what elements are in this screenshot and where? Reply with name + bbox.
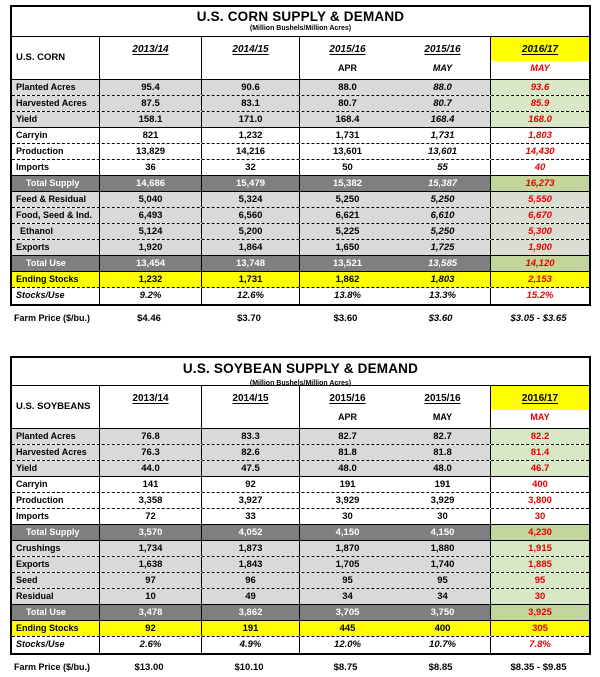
merged-2015-16-cells [300, 80, 491, 95]
value-cell: 3,478 [100, 605, 202, 620]
value-cell: 5,550 [491, 192, 589, 207]
value-cell: 5,200 [202, 224, 300, 239]
value-cell: 47.5 [202, 461, 300, 476]
merged-2015-16-cells [300, 224, 491, 239]
value-cell: 3,929 [335, 495, 360, 506]
row-label: Yield [12, 461, 100, 476]
table-row [12, 96, 589, 112]
value-cell: 92 [100, 621, 202, 636]
value-cell: 33 [202, 509, 300, 524]
value-cell: 6,560 [202, 208, 300, 223]
farm-price-row [10, 308, 589, 328]
corner-label: U.S. SOYBEANS [12, 386, 100, 428]
row-label: Carryin [12, 477, 100, 492]
table-row [12, 176, 589, 192]
value-cell: 13,748 [202, 256, 300, 271]
merged-2015-16-cells [300, 557, 491, 572]
row-label: Feed & Residual [12, 192, 100, 207]
value-cell: 305 [491, 621, 589, 636]
value-cell: 88.0 [300, 80, 395, 95]
value-cell: 3,925 [491, 605, 589, 620]
value-cell: 82.7 [395, 429, 490, 444]
merged-2015-16-cells [300, 541, 491, 556]
value-cell: 1,638 [100, 557, 202, 572]
value-cell: 3,800 [528, 495, 552, 506]
row-label: Harvested Acres [12, 96, 100, 111]
value-cell: 12.0% [334, 639, 361, 650]
value-cell: 191 [202, 621, 300, 636]
table-row [12, 144, 589, 160]
year-column-header [202, 37, 300, 79]
value-cell: 400 [532, 479, 548, 490]
value-cell: 13,521 [300, 256, 395, 271]
farm-price-value: $3.05 - $3.65 [510, 312, 567, 324]
value-cell: 1,803 [395, 272, 490, 287]
month-label [100, 410, 201, 427]
value-cell: 13,601 [427, 146, 458, 157]
merged-2015-16-cells [300, 128, 491, 143]
value-cell: 191 [339, 479, 356, 490]
value-cell: 1,740 [395, 557, 490, 572]
value-cell: 168.4 [395, 112, 490, 127]
value-cell: 81.8 [395, 445, 490, 460]
value-cell: 55 [437, 162, 448, 173]
value-cell: 30 [534, 511, 546, 522]
value-cell: 4.9% [202, 637, 300, 653]
value-cell: 14,686 [100, 176, 202, 191]
value-cell: 1,734 [100, 541, 202, 556]
value-cell: 15,479 [202, 176, 300, 191]
value-cell: 1,920 [100, 240, 202, 255]
value-cell: 1,880 [395, 541, 490, 556]
row-label: Production [12, 493, 100, 508]
corn-title-block [12, 7, 589, 37]
year-text: 2013/14 [132, 44, 169, 55]
month-label [202, 61, 299, 78]
value-cell: 2,153 [491, 272, 589, 287]
table-row [12, 445, 589, 461]
year-text: 2015/16 [424, 393, 461, 404]
value-cell: 95.4 [100, 80, 202, 95]
farm-price-label: Farm Price ($/bu.) [14, 661, 91, 672]
value-cell: 3,358 [100, 493, 202, 508]
year-column-header [395, 386, 490, 428]
row-label: Production [12, 144, 100, 159]
table-row [12, 256, 589, 272]
value-cell: 80.7 [395, 96, 490, 111]
value-cell: 141 [100, 477, 202, 492]
table-row [12, 525, 589, 541]
merged-2015-16-cells [300, 272, 491, 287]
soybean-table-grid [12, 386, 589, 653]
value-cell: 92 [202, 477, 300, 492]
value-cell: 76.8 [100, 429, 202, 444]
table-row [12, 160, 589, 176]
value-cell: 48.0 [395, 461, 490, 476]
farm-price-value: $13.00 [134, 661, 164, 673]
year-label [300, 386, 395, 410]
merged-2015-16-cells [300, 429, 491, 444]
corn-table-title: U.S. CORN SUPPLY & DEMAND [196, 9, 405, 24]
year-text: 2016/17 [521, 393, 559, 404]
table-row [12, 128, 589, 144]
farm-price-value: $3.70 [237, 312, 261, 324]
merged-2015-16-cells [300, 525, 491, 540]
farm-price-value: $8.75 [333, 661, 358, 673]
value-cell: 10 [100, 589, 202, 604]
value-cell: 97 [100, 573, 202, 588]
year-column-header [202, 386, 300, 428]
table-row [12, 208, 589, 224]
year-column-header [491, 386, 589, 428]
value-cell: 13.8% [334, 290, 361, 301]
merged-2015-16-cells [300, 477, 491, 492]
merged-2015-16-cells [300, 112, 491, 127]
row-label: Ethanol [12, 224, 100, 239]
value-cell: 10.7% [429, 639, 456, 650]
table-row [12, 288, 589, 304]
value-cell: 1,862 [300, 272, 395, 287]
value-cell: 171.0 [202, 112, 300, 127]
month-label: MAY [530, 63, 550, 73]
value-cell: 76.3 [100, 445, 202, 460]
farm-price-row [10, 657, 589, 677]
value-cell: 158.1 [100, 112, 202, 127]
table-row [12, 605, 589, 621]
merged-2015-16-cells [300, 445, 491, 460]
value-cell: 93.6 [491, 80, 589, 95]
value-cell: 30 [437, 511, 448, 522]
value-cell: 1,232 [202, 128, 300, 143]
table-row [12, 240, 589, 256]
year-column-header [395, 37, 490, 79]
year-text: 2016/17 [521, 44, 559, 55]
table-row [12, 493, 589, 509]
farm-price-value: $3.60 [333, 312, 358, 324]
merged-2015-16-cells [300, 176, 491, 191]
merged-2015-16-cells [300, 208, 491, 223]
table-row [12, 621, 589, 637]
value-cell: 13,829 [100, 144, 202, 159]
value-cell: 80.7 [300, 96, 395, 111]
value-cell: 2.6% [100, 637, 202, 653]
farm-price-value: $3.60 [428, 312, 453, 324]
header-row [12, 37, 589, 80]
month-label: MAY [432, 412, 453, 422]
row-label: Residual [12, 589, 100, 604]
year-label [395, 386, 490, 410]
value-cell: 4,052 [202, 525, 300, 540]
value-cell: 3,862 [202, 605, 300, 620]
year-column-header [491, 37, 589, 79]
row-label: Planted Acres [12, 429, 100, 444]
merged-2015-16-cells [300, 96, 491, 111]
row-label: Exports [12, 240, 100, 255]
row-label: Yield [12, 112, 100, 127]
value-cell: 1,843 [202, 557, 300, 572]
year-label [491, 386, 589, 410]
year-column-header [100, 37, 202, 79]
value-cell: 1,900 [491, 240, 589, 255]
merged-2015-16-cells [300, 144, 491, 159]
value-cell: 6,610 [395, 208, 490, 223]
value-cell: 15.2% [526, 290, 554, 301]
value-cell: 12.6% [202, 288, 300, 304]
table-row [12, 112, 589, 128]
table-row [12, 589, 589, 605]
value-cell: 44.0 [100, 461, 202, 476]
row-label: Crushings [12, 541, 100, 556]
value-cell: 95 [300, 573, 395, 588]
value-cell: 83.3 [202, 429, 300, 444]
merged-2015-16-cells [300, 621, 491, 636]
soybean-farm-price-host [10, 657, 589, 677]
value-cell: 5,324 [202, 192, 300, 207]
month-label: MAY [530, 412, 550, 422]
value-cell: 1,705 [300, 557, 395, 572]
value-cell: 7.8% [529, 639, 551, 650]
value-cell: 1,731 [335, 130, 360, 141]
value-cell: 88.0 [395, 80, 490, 95]
value-cell: 34 [395, 589, 490, 604]
value-cell: 1,731 [202, 272, 300, 287]
farm-price-value: $4.46 [137, 312, 161, 324]
merged-2015-16-cells [300, 605, 491, 620]
merged-2015-16-cells [300, 573, 491, 588]
corn-table-grid [12, 37, 589, 304]
header-row [12, 386, 589, 429]
value-cell: 30 [491, 589, 589, 604]
table-row [12, 272, 589, 288]
table-row [12, 224, 589, 240]
value-cell: 4,230 [491, 525, 589, 540]
corn-table-subtitle: (Million Bushels/Million Acres) [249, 25, 352, 32]
farm-price-value: $10.10 [234, 661, 264, 673]
soybean-table-subtitle: (Million Bushels/Million Acres) [249, 380, 352, 387]
value-cell: 445 [300, 621, 395, 636]
value-cell: 82.6 [202, 445, 300, 460]
merged-2015-16-cells [300, 493, 491, 508]
year-label [300, 37, 395, 61]
merged-2015-16-cells [300, 589, 491, 604]
year-text: 2015/16 [329, 393, 366, 404]
table-row [12, 573, 589, 589]
value-cell: 1,803 [528, 130, 552, 141]
row-label: Total Use [12, 605, 100, 620]
value-cell: 1,864 [202, 240, 300, 255]
farm-price-label: Farm Price ($/bu.) [14, 312, 91, 323]
value-cell: 48.0 [300, 461, 395, 476]
value-cell: 5,250 [395, 224, 490, 239]
year-text: 2015/16 [329, 44, 366, 55]
table-gap [10, 328, 589, 356]
value-cell: 6,621 [300, 208, 395, 223]
row-label: Stocks/Use [12, 288, 100, 304]
value-cell: 821 [100, 128, 202, 143]
merged-2015-16-cells [300, 461, 491, 476]
row-label: Harvested Acres [12, 445, 100, 460]
row-label: Carryin [12, 128, 100, 143]
farm-price-value: $8.85 [428, 661, 453, 673]
merged-2015-16-cells [300, 240, 491, 255]
value-cell: 1,885 [491, 557, 589, 572]
value-cell: 1,725 [395, 240, 490, 255]
value-cell: 3,929 [430, 495, 455, 506]
year-label [202, 386, 299, 410]
table-row [12, 80, 589, 96]
table-row [12, 557, 589, 573]
value-cell: 5,040 [100, 192, 202, 207]
value-cell: 95 [491, 573, 589, 588]
value-cell: 85.9 [491, 96, 589, 111]
value-cell: 49 [202, 589, 300, 604]
value-cell: 32 [202, 160, 300, 175]
row-label: Total Supply [12, 525, 100, 540]
merged-2015-16-cells [298, 660, 488, 675]
corn-farm-price-host [10, 308, 589, 328]
value-cell: 36 [100, 160, 202, 175]
value-cell: 9.2% [100, 288, 202, 304]
value-cell: 4,150 [300, 525, 395, 540]
value-cell: 14,216 [202, 144, 300, 159]
row-label: Planted Acres [12, 80, 100, 95]
value-cell: 3,570 [100, 525, 202, 540]
row-label: Total Supply [12, 176, 100, 191]
month-label: MAY [432, 63, 453, 73]
month-label [100, 61, 201, 78]
row-label: Seed [12, 573, 100, 588]
row-label: Imports [12, 509, 100, 524]
year-label [395, 37, 490, 61]
table-row [12, 461, 589, 477]
value-cell: 13,601 [332, 146, 363, 157]
value-cell: 15,387 [395, 176, 490, 191]
value-cell: 3,705 [300, 605, 395, 620]
value-cell: 1,731 [430, 130, 455, 141]
year-text: 2015/16 [424, 44, 461, 55]
value-cell: 87.5 [100, 96, 202, 111]
merged-2015-16-header [300, 386, 491, 428]
year-text: 2013/14 [132, 393, 169, 404]
value-cell: 3,927 [202, 493, 300, 508]
value-cell: 13.3% [429, 290, 456, 301]
value-cell: 4,150 [395, 525, 490, 540]
value-cell: 40 [534, 162, 546, 173]
value-cell: 96 [202, 573, 300, 588]
value-cell: 72 [100, 509, 202, 524]
year-text: 2014/15 [232, 44, 269, 55]
value-cell: 400 [395, 621, 490, 636]
merged-2015-16-cells [300, 509, 491, 524]
value-cell: 1,870 [300, 541, 395, 556]
value-cell: 46.7 [491, 461, 589, 476]
year-label [202, 37, 299, 61]
value-cell: 5,250 [395, 192, 490, 207]
year-column-header [300, 37, 395, 79]
value-cell: 1,915 [491, 541, 589, 556]
value-cell: 95 [395, 573, 490, 588]
corner-label: U.S. CORN [12, 37, 100, 79]
table-row [12, 509, 589, 525]
year-column-header [100, 386, 202, 428]
merged-2015-16-cells [300, 288, 491, 304]
value-cell: 13,585 [395, 256, 490, 271]
value-cell: 16,273 [491, 176, 589, 191]
value-cell: 168.0 [491, 112, 589, 127]
value-cell: 191 [434, 479, 451, 490]
merged-2015-16-header [300, 37, 491, 79]
value-cell: 168.4 [300, 112, 395, 127]
soybean-title-block [12, 358, 589, 386]
value-cell: 34 [300, 589, 395, 604]
value-cell: 81.4 [491, 445, 589, 460]
value-cell: 1,650 [300, 240, 395, 255]
value-cell: 5,250 [300, 192, 395, 207]
value-cell: 1,232 [100, 272, 202, 287]
merged-2015-16-cells [300, 637, 491, 653]
value-cell: 6,493 [100, 208, 202, 223]
corn-table [10, 5, 591, 306]
value-cell: 5,124 [100, 224, 202, 239]
merged-2015-16-cells [298, 311, 488, 326]
month-label: APR [337, 412, 357, 422]
value-cell: 3,750 [395, 605, 490, 620]
value-cell: 15,382 [300, 176, 395, 191]
row-label: Ending Stocks [12, 272, 100, 287]
table-row [12, 477, 589, 493]
value-cell: 50 [342, 162, 353, 173]
value-cell: 14,430 [525, 146, 555, 157]
value-cell: 30 [342, 511, 353, 522]
row-label: Food, Seed & Ind. [12, 208, 100, 223]
table-row [12, 541, 589, 557]
row-label: Total Use [12, 256, 100, 271]
soybean-table-title: U.S. SOYBEAN SUPPLY & DEMAND [182, 361, 419, 376]
value-cell: 5,300 [491, 224, 589, 239]
value-cell: 83.1 [202, 96, 300, 111]
row-label: Ending Stocks [12, 621, 100, 636]
value-cell: 14,120 [491, 256, 589, 271]
year-label [100, 386, 201, 410]
value-cell: 13,454 [100, 256, 202, 271]
year-column-header [300, 386, 395, 428]
year-label [100, 37, 201, 61]
month-label: APR [337, 63, 357, 73]
row-label: Imports [12, 160, 100, 175]
table-row [12, 192, 589, 208]
value-cell: 82.7 [300, 429, 395, 444]
merged-2015-16-cells [300, 192, 491, 207]
value-cell: 1,873 [202, 541, 300, 556]
value-cell: 90.6 [202, 80, 300, 95]
value-cell: 81.8 [300, 445, 395, 460]
year-label [491, 37, 589, 61]
month-label [202, 410, 299, 427]
soybean-table [10, 356, 591, 655]
farm-price-value: $8.35 - $9.85 [510, 661, 567, 673]
value-cell: 5,225 [300, 224, 395, 239]
merged-2015-16-cells [300, 256, 491, 271]
merged-2015-16-cells [300, 160, 491, 175]
value-cell: 6,670 [491, 208, 589, 223]
table-row [12, 429, 589, 445]
table-row [12, 637, 589, 653]
year-text: 2014/15 [232, 393, 269, 404]
row-label: Exports [12, 557, 100, 572]
value-cell: 82.2 [491, 429, 589, 444]
row-label: Stocks/Use [12, 637, 100, 653]
